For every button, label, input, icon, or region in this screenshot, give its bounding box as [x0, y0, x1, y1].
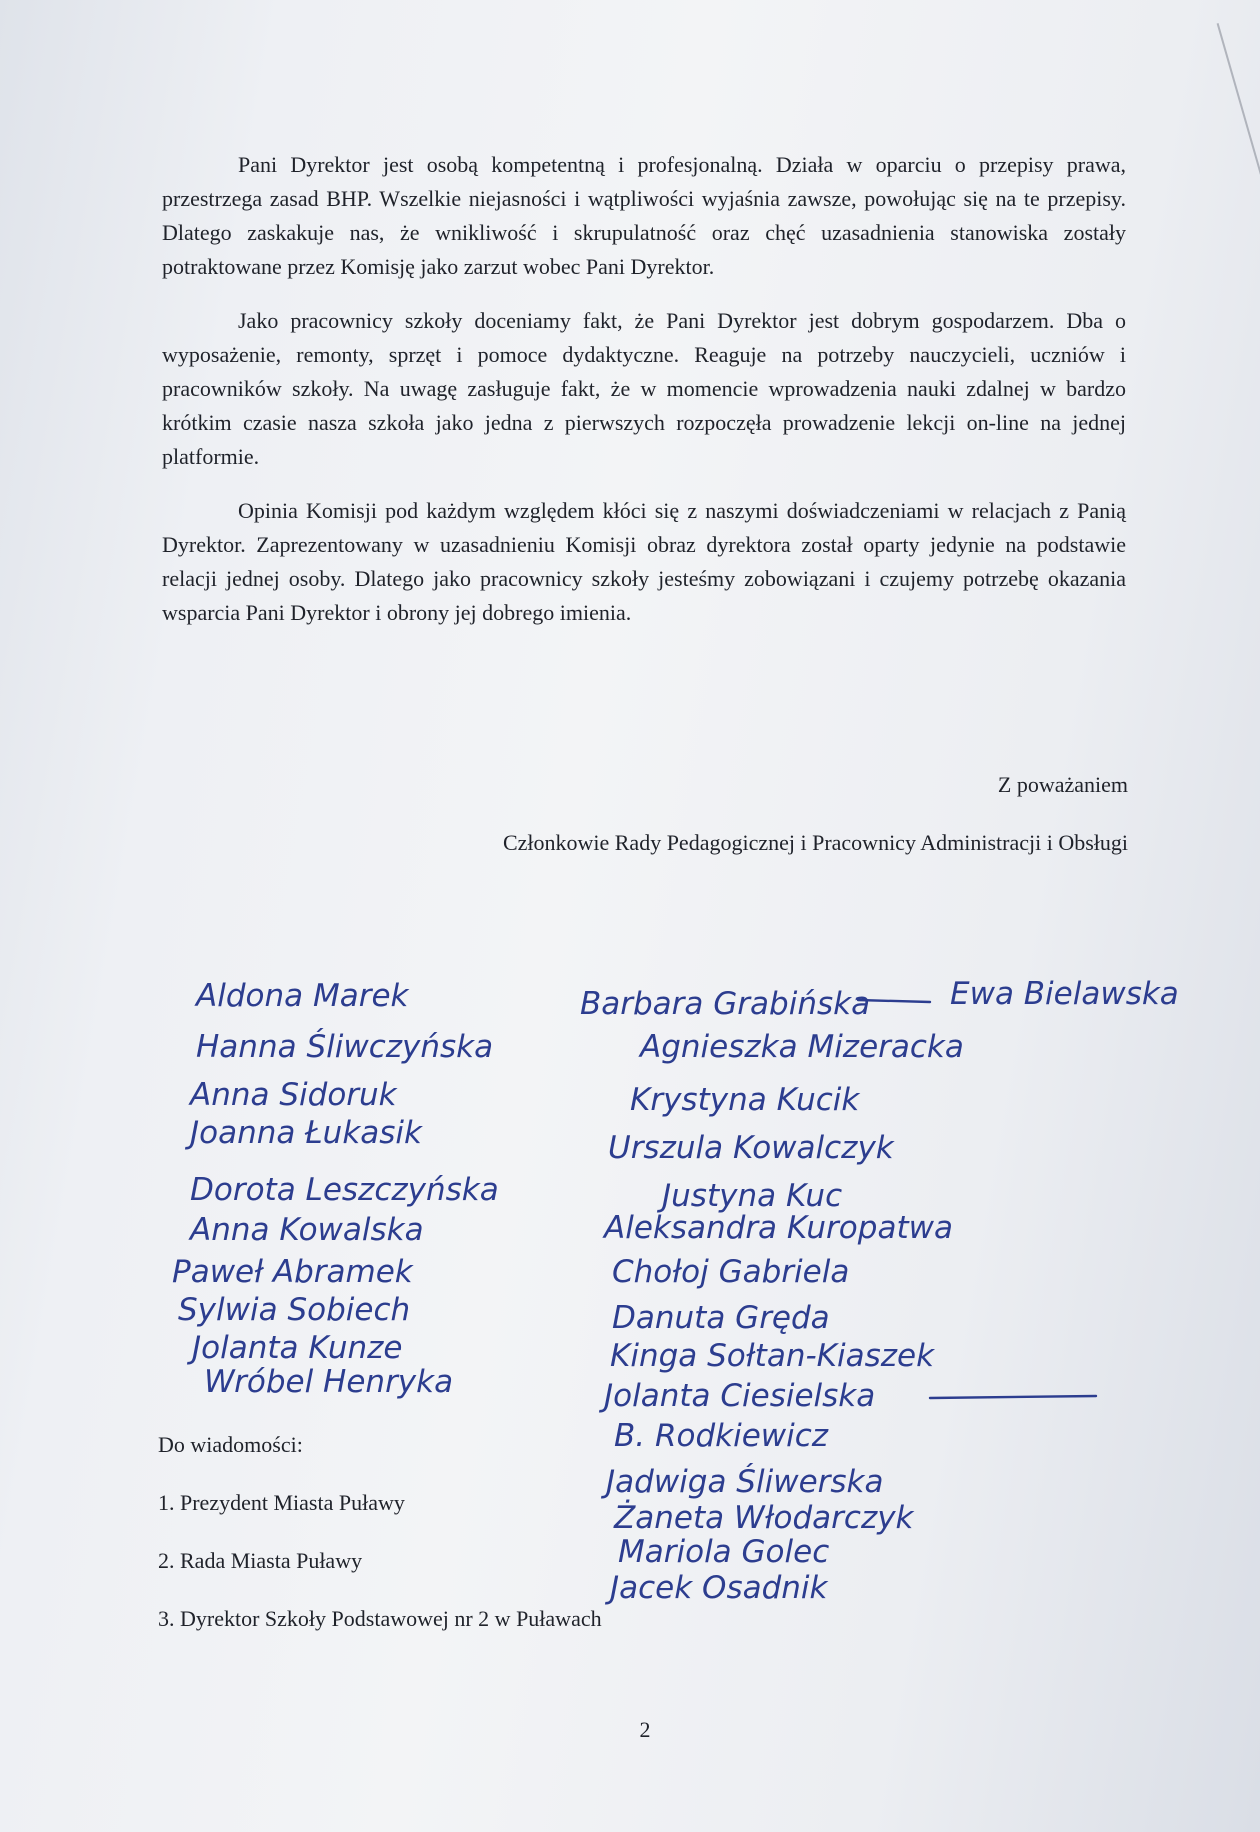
signature-left-1: Aldona Marek	[196, 978, 409, 1014]
signature-right-6: Justyna Kuc	[662, 1178, 843, 1214]
cc-section	[158, 1428, 602, 1660]
signature-left-7: Paweł Abramek	[172, 1254, 413, 1290]
signature-right-9: Danuta Gręda	[612, 1300, 830, 1336]
signature-left-2: Hanna Śliwczyńska	[196, 1029, 494, 1065]
paper-fold-line	[1217, 23, 1260, 187]
signature-right-14: Żaneta Włodarczyk	[614, 1500, 914, 1536]
closing-salutation: Z poważaniem	[997, 772, 1128, 797]
signature-right-5: Urszula Kowalczyk	[608, 1130, 894, 1166]
signature-right-8: Chołoj Gabriela	[612, 1254, 850, 1290]
signature-left-4: Joanna Łukasik	[190, 1115, 422, 1151]
cc-item-1: 1. Prezydent Miasta Puławy	[158, 1490, 405, 1515]
signature-right-1-underline	[858, 1000, 930, 1002]
signature-right-1: Barbara Grabińska	[580, 986, 871, 1022]
closing-signatories: Członkowie Rady Pedagogicznej i Pracownicy Administracji i Obsługi	[502, 830, 1128, 855]
cc-heading: Do wiadomości:	[158, 1432, 303, 1457]
signature-left-3: Anna Sidoruk	[190, 1077, 397, 1113]
signature-right-4: Krystyna Kucik	[630, 1082, 860, 1118]
signature-right-16: Jacek Osadnik	[610, 1570, 828, 1606]
signature-right-2: Ewa Bielawska	[950, 976, 1179, 1012]
letter-body	[162, 148, 1126, 650]
paragraph-1: Pani Dyrektor jest osobą kompetentną i profesjonalną. Działa w oparciu o przepisy prawa, przestrzega zasad BHP. Wszelkie niejasności i wątpliwości wyjaśnia zawsze, powołując się na te przepisy. Dlatego zaskakuje nas, że wnikliwość i skrupulatność oraz chęć uzasadnienia stanowiska zostały potraktowane przez Komisję jako zarzut wobec Pani Dyrektor.	[162, 152, 1126, 279]
cc-item-2: 2. Rada Miasta Puławy	[158, 1548, 363, 1573]
signature-right-10: Kinga Sołtan-Kiaszek	[610, 1338, 935, 1374]
page-number: 2	[639, 1717, 651, 1742]
signature-left-6: Anna Kowalska	[190, 1212, 424, 1248]
signature-right-15: Mariola Golec	[618, 1534, 830, 1570]
paragraph-3: Opinia Komisji pod każdym względem kłóci się z naszymi doświadczeniami w relacjach z Panią Dyrektor. Zaprezentowany w uzasadnieniu Komisji obraz dyrektora został oparty jedynie na podstawie relacji jednej osoby. Dlatego jako pracownicy szkoły jesteśmy zobowiązani i czujemy potrzebę okazania wsparcia Pani Dyrektor i obrony jej dobrego imienia.	[162, 498, 1126, 625]
signature-right-7: Aleksandra Kuropatwa	[604, 1210, 953, 1246]
signature-right-12: B. Rodkiewicz	[614, 1418, 829, 1454]
signature-right-13: Jadwiga Śliwerska	[606, 1464, 884, 1500]
cc-list	[158, 1486, 602, 1636]
paragraph-2: Jako pracownicy szkoły doceniamy fakt, że Pani Dyrektor jest dobrym gospodarzem. Dba o wyposażenie, remonty, sprzęt i pomoce dydaktyczne. Reaguje na potrzeby nauczycieli, uczniów i pracowników szkoły. Na uwagę zasługuje fakt, że w momencie wprowadzenia nauki zdalnej w bardzo krótkim czasie nasza szkoła jako jedna z pierwszych rozpoczęła prowadzenie lekcji on-line na jednej platformie.	[162, 308, 1126, 469]
signature-left-9: Jolanta Kunze	[192, 1330, 403, 1366]
signature-right-11: Jolanta Ciesielska	[604, 1378, 876, 1414]
signature-left-5: Dorota Leszczyńska	[190, 1172, 499, 1208]
signature-right-11-underline	[930, 1396, 1096, 1398]
cc-item-3: 3. Dyrektor Szkoły Podstawowej nr 2 w Puławach	[158, 1606, 602, 1631]
signature-left-10: Wróbel Henryka	[204, 1364, 454, 1400]
signature-right-3: Agnieszka Mizeracka	[640, 1029, 964, 1065]
signature-left-8: Sylwia Sobiech	[178, 1292, 411, 1328]
